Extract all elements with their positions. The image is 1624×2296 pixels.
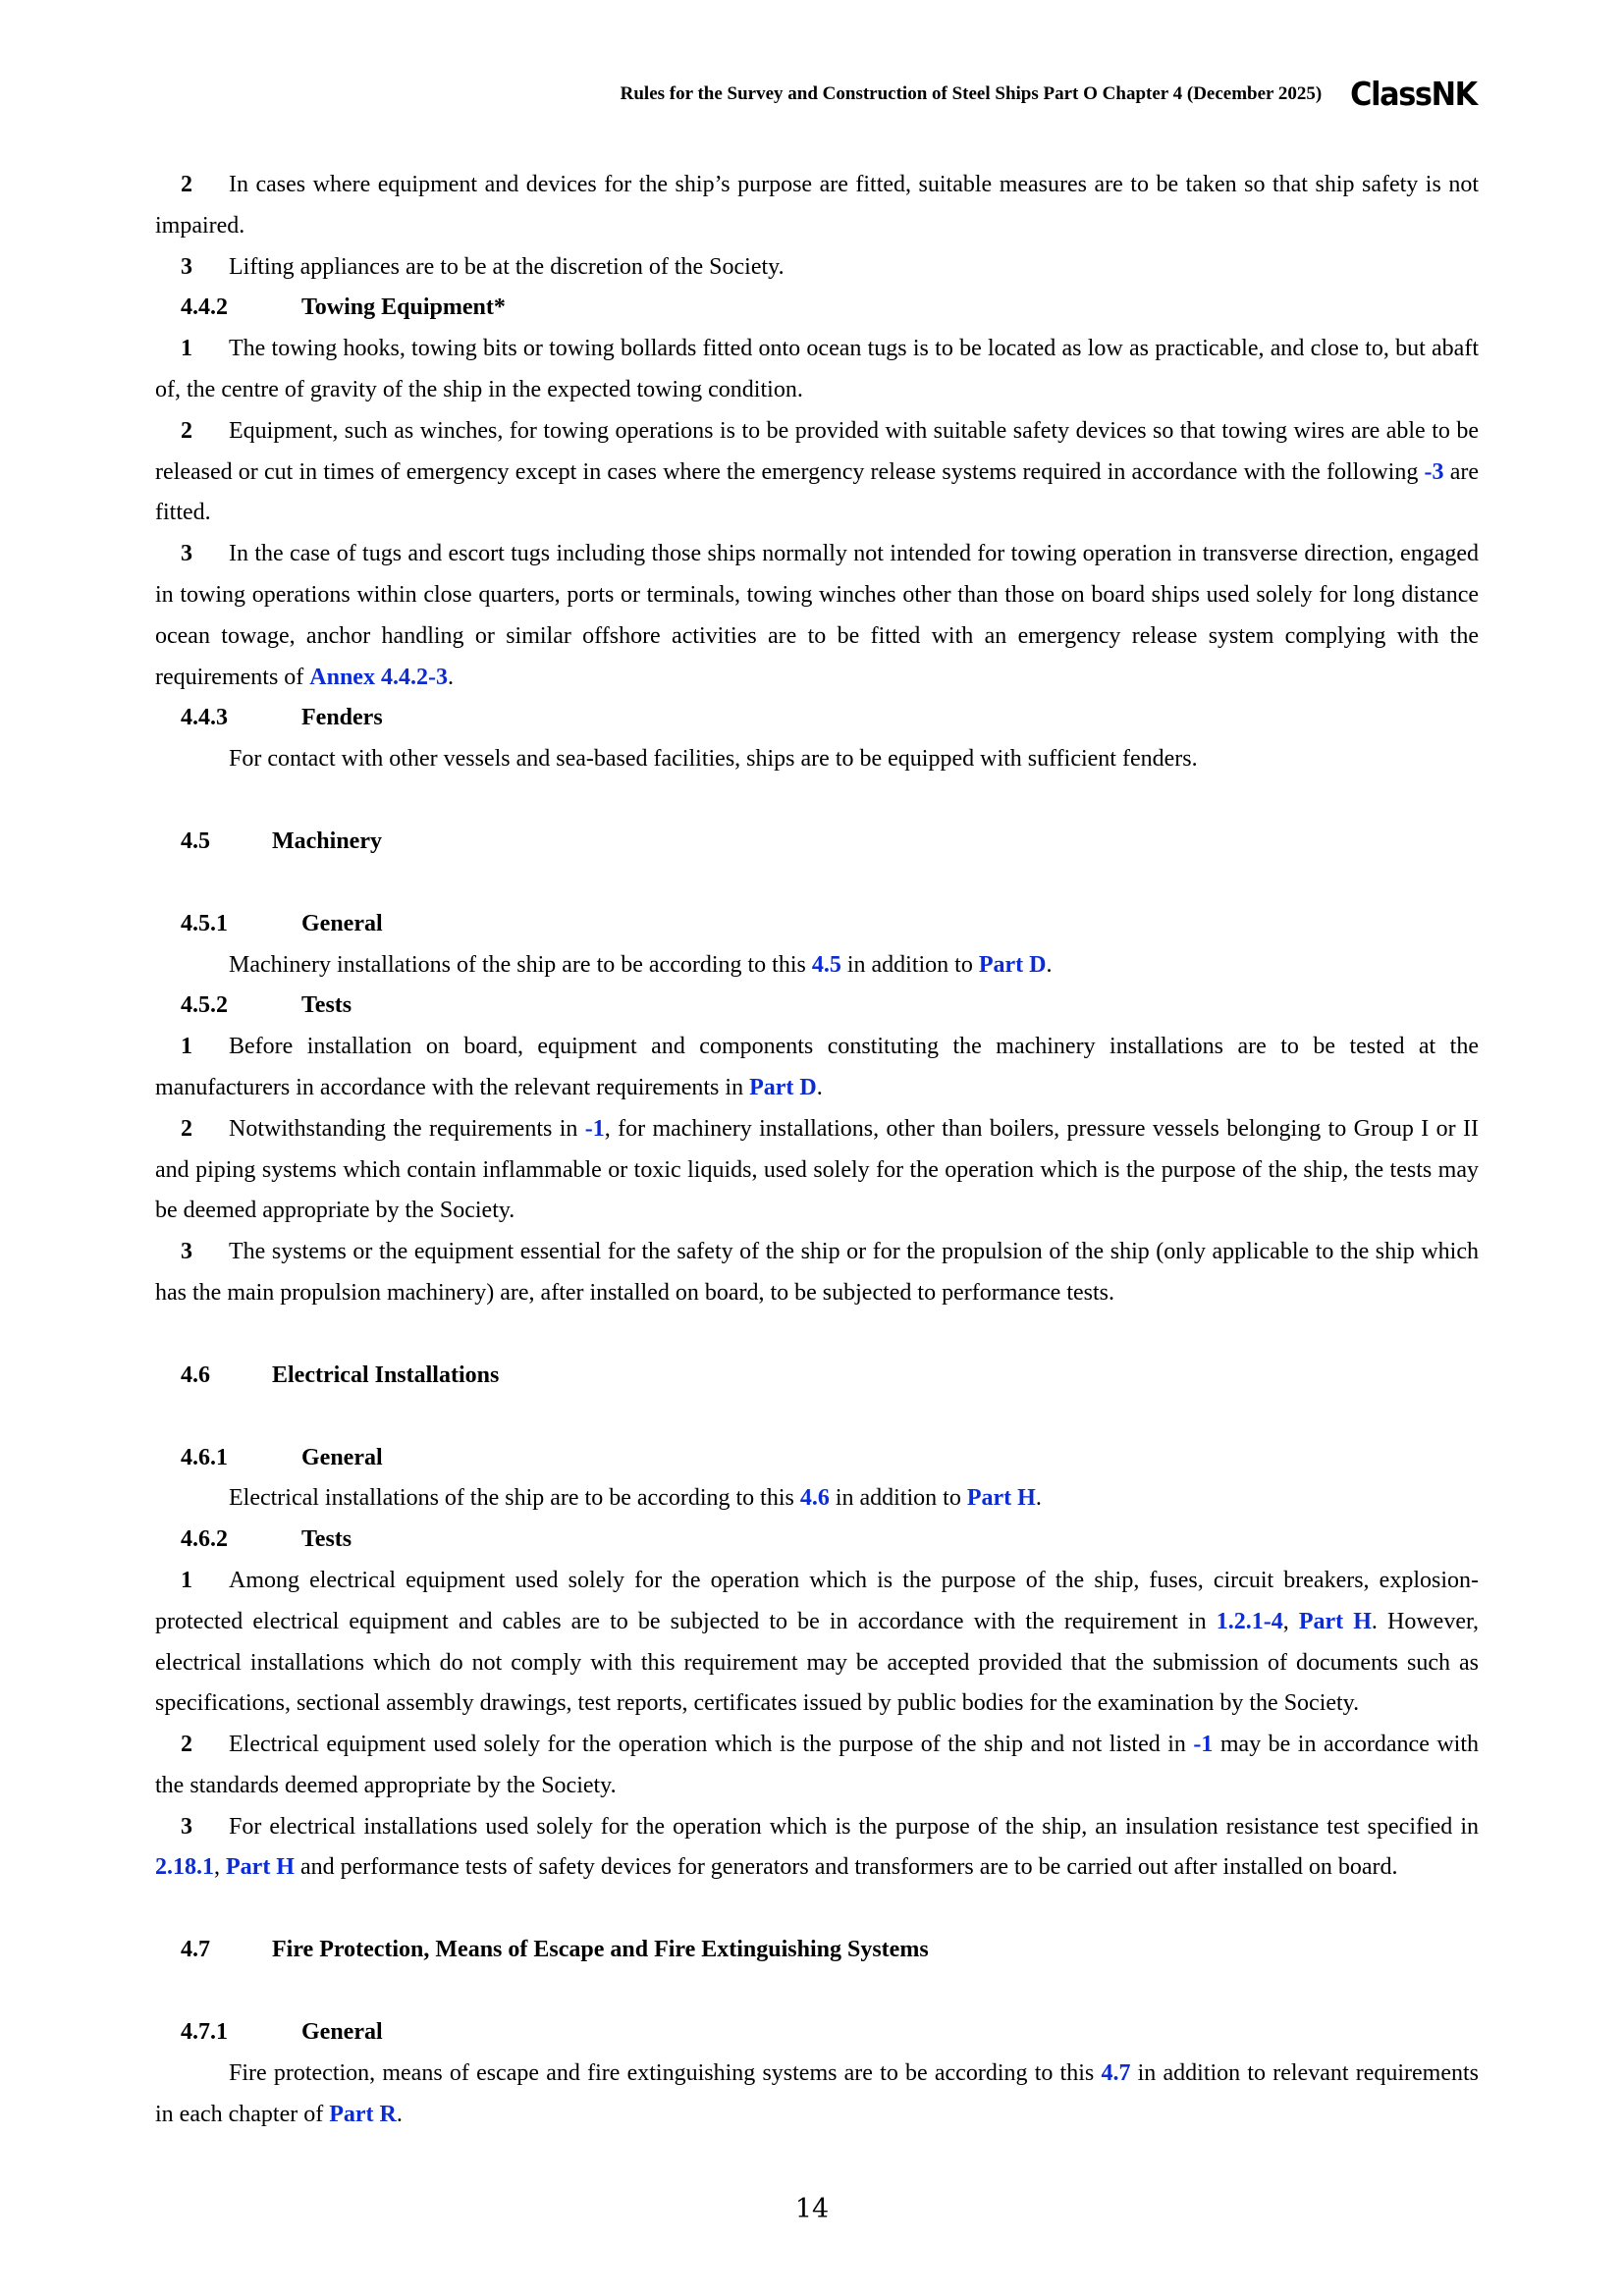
paragraph <box>155 1109 1479 1232</box>
classnk-logo: ClassNK <box>1350 75 1477 113</box>
paragraph-text: . <box>816 1074 823 1100</box>
section-title: Electrical Installations <box>272 1362 500 1388</box>
paragraph-number: 3 <box>181 253 192 280</box>
section-number: 4.7.1 <box>181 2019 228 2046</box>
cross-reference-link[interactable]: -3 <box>1424 458 1444 485</box>
section-number: 4.5 <box>181 828 210 854</box>
paragraph-number: 2 <box>181 1115 192 1142</box>
paragraph <box>155 1725 1479 1807</box>
document-body <box>155 165 1479 2135</box>
paragraph-text: Electrical installations of the ship are to be according to this <box>229 1485 800 1512</box>
section-title: Tests <box>301 992 352 1019</box>
paragraph <box>155 1478 1479 1520</box>
section-number: 4.4.3 <box>181 705 228 731</box>
paragraph-text: in addition to <box>829 1485 967 1512</box>
page-header <box>621 75 1477 113</box>
paragraph-number: 1 <box>181 336 192 362</box>
paragraph <box>155 1232 1479 1314</box>
section-number: 4.5.2 <box>181 992 228 1019</box>
paragraph-text: Electrical equipment used solely for the operation which is the purpose of the ship and not listed in <box>229 1732 1194 1758</box>
paragraph-text: . <box>1046 951 1053 978</box>
cross-reference-link[interactable]: 1.2.1-4 <box>1216 1608 1283 1634</box>
document-title: Rules for the Survey and Construction of Steel Ships Part O Chapter 4 (December 2025) <box>620 82 1323 104</box>
section-number: 4.7 <box>181 1937 210 1963</box>
section-title: General <box>301 910 383 936</box>
section-heading-4-4-3 <box>155 698 1479 739</box>
section-heading-4-7 <box>155 1930 1479 1971</box>
paragraph-text: . <box>1035 1485 1042 1512</box>
paragraph <box>155 247 1479 289</box>
paragraph-text: , for machinery installations, other than boilers, pressure vessels belonging to Group I or II and piping systems which contain inflammable or toxic liquids, used solely for the operation which is the purpose of the ship, the tests may be deemed appropriate by the Society. <box>155 1115 1480 1224</box>
cross-reference-link[interactable]: -1 <box>584 1115 605 1142</box>
paragraph: For contact with other vessels and sea-based facilities, ships are to be equipped with sufficient fenders. <box>229 746 1198 773</box>
paragraph <box>155 411 1479 534</box>
paragraph-number: 2 <box>181 417 192 444</box>
paragraph-text: and performance tests of safety devices for generators and transformers are to be carried out after installed on board. <box>294 1854 1398 1881</box>
section-number: 4.6.2 <box>181 1526 228 1553</box>
paragraph-text: Machinery installations of the ship are to be according to this <box>229 951 812 978</box>
section-heading-4-4-2 <box>155 288 1479 329</box>
paragraph <box>155 1027 1479 1109</box>
paragraph-text: in addition to <box>840 951 979 978</box>
paragraph <box>155 945 1479 987</box>
section-title: General <box>301 2019 383 2046</box>
paragraph-text: Fire protection, means of escape and fire extinguishing systems are to be according to this <box>229 2059 1102 2086</box>
paragraph-number: 1 <box>181 1034 192 1060</box>
cross-reference-link[interactable]: Part H <box>1298 1608 1372 1634</box>
cross-reference-link[interactable]: 2.18.1 <box>155 1854 214 1881</box>
paragraph-number: 3 <box>181 541 192 567</box>
paragraph-text: Before installation on board, equipment and components constituting the machinery installations are to be tested at the manufacturers in accordance with the relevant requirements in <box>155 1034 1479 1100</box>
section-heading-4-5-1 <box>155 904 1479 945</box>
paragraph-text: Equipment, such as winches, for towing operations is to be provided with suitable safety devices so that towing wires are able to be released or cut in times of emergency except in cases where the emergency release systems required in accordance with the following <box>155 417 1479 485</box>
paragraph <box>155 1807 1479 1890</box>
section-heading-4-5-2 <box>155 986 1479 1027</box>
paragraph <box>155 329 1479 411</box>
cross-reference-link[interactable]: Part H <box>226 1854 295 1881</box>
paragraph-text: Among electrical equipment used solely for the operation which is the purpose of the ship, fuses, circuit breakers, explosion-protected electrical equipment and cables are to be subjected to be in accordance with the requirement in <box>155 1567 1479 1634</box>
section-number: 4.5.1 <box>181 910 228 936</box>
page-number: 14 <box>794 2194 830 2224</box>
paragraph-text: Notwithstanding the requirements in <box>229 1115 585 1142</box>
section-title: Towing Equipment* <box>301 294 506 321</box>
cross-reference-link[interactable]: 4.7 <box>1101 2059 1131 2086</box>
paragraph-text: The systems or the equipment essential for the safety of the ship or for the propulsion of the ship (only applicable to the ship which has the main propulsion machinery) are, after installed on board, to be subjected to performance tests. <box>155 1239 1479 1306</box>
paragraph-number: 3 <box>181 1239 192 1265</box>
paragraph-text: , <box>1282 1608 1299 1634</box>
section-number: 4.4.2 <box>181 294 228 321</box>
cross-reference-link[interactable]: Annex 4.4.2-3 <box>309 664 448 690</box>
section-title: Tests <box>301 1526 352 1553</box>
paragraph-text: Lifting appliances are to be at the discretion of the Society. <box>229 253 785 280</box>
paragraph-text: The towing hooks, towing bits or towing bollards fitted onto ocean tugs is to be located as low as practicable, and close to, but abaft of, the centre of gravity of the ship in the expected towing condition. <box>155 336 1479 402</box>
paragraph-text: are fitted. <box>155 458 1480 526</box>
paragraph-text: For electrical installations used solely for the operation which is the purpose of the ship, an insulation resistance test specified in <box>229 1813 1479 1840</box>
paragraph-text: may be in accordance with the standards deemed appropriate by the Society. <box>155 1732 1479 1798</box>
paragraph-text: in addition to relevant requirements in each chapter of <box>155 2059 1480 2127</box>
cross-reference-link[interactable]: 4.6 <box>799 1485 830 1512</box>
section-heading-4-5 <box>155 822 1479 863</box>
section-title: General <box>301 1444 383 1470</box>
section-heading-4-6-2 <box>155 1520 1479 1561</box>
paragraph-number: 2 <box>181 1732 192 1758</box>
section-number: 4.6.1 <box>181 1444 228 1470</box>
cross-reference-link[interactable]: 4.5 <box>811 951 841 978</box>
section-title: Fenders <box>301 705 383 731</box>
section-title: Fire Protection, Means of Escape and Fire Extinguishing Systems <box>272 1937 929 1963</box>
paragraph-text: . <box>447 664 454 690</box>
paragraph-number: 2 <box>181 172 192 197</box>
paragraph-text: , <box>214 1854 226 1881</box>
cross-reference-link[interactable]: -1 <box>1193 1732 1214 1758</box>
paragraph <box>155 534 1479 698</box>
cross-reference-link[interactable]: Part D <box>749 1074 817 1100</box>
section-title: Machinery <box>272 828 382 854</box>
paragraph <box>155 165 1479 247</box>
paragraph-text: . However, electrical installations which do not comply with this requirement may be accepted provided that the submission of documents such as specifications, sectional assembly drawings, test reports, certificates issued by public bodies for the examination by the Society. <box>155 1608 1480 1717</box>
cross-reference-link[interactable]: Part R <box>329 2101 397 2127</box>
cross-reference-link[interactable]: Part H <box>966 1485 1036 1512</box>
cross-reference-link[interactable]: Part D <box>978 951 1047 978</box>
paragraph-number: 3 <box>181 1813 192 1840</box>
section-number: 4.6 <box>181 1362 210 1388</box>
paragraph-text: In cases where equipment and devices for the ship’s purpose are fitted, suitable measures are to be taken so that ship safety is not impaired. <box>155 172 1479 239</box>
paragraph-text: . <box>396 2101 403 2127</box>
paragraph <box>155 2054 1479 2136</box>
section-heading-4-6-1 <box>155 1438 1479 1479</box>
section-heading-4-7-1 <box>155 2012 1479 2054</box>
section-heading-4-6 <box>155 1356 1479 1397</box>
paragraph <box>155 1561 1479 1725</box>
paragraph-number: 1 <box>181 1567 192 1593</box>
paragraph-text: In the case of tugs and escort tugs including those ships normally not intended for towing operation in transverse direction, engaged in towing operations within close quarters, ports or terminals, towing winches other than those on board ships used solely for long distance ocean towage, anchor handling or similar offshore activities are to be fitted with an emergency release system complying with the requirements of <box>155 541 1479 690</box>
